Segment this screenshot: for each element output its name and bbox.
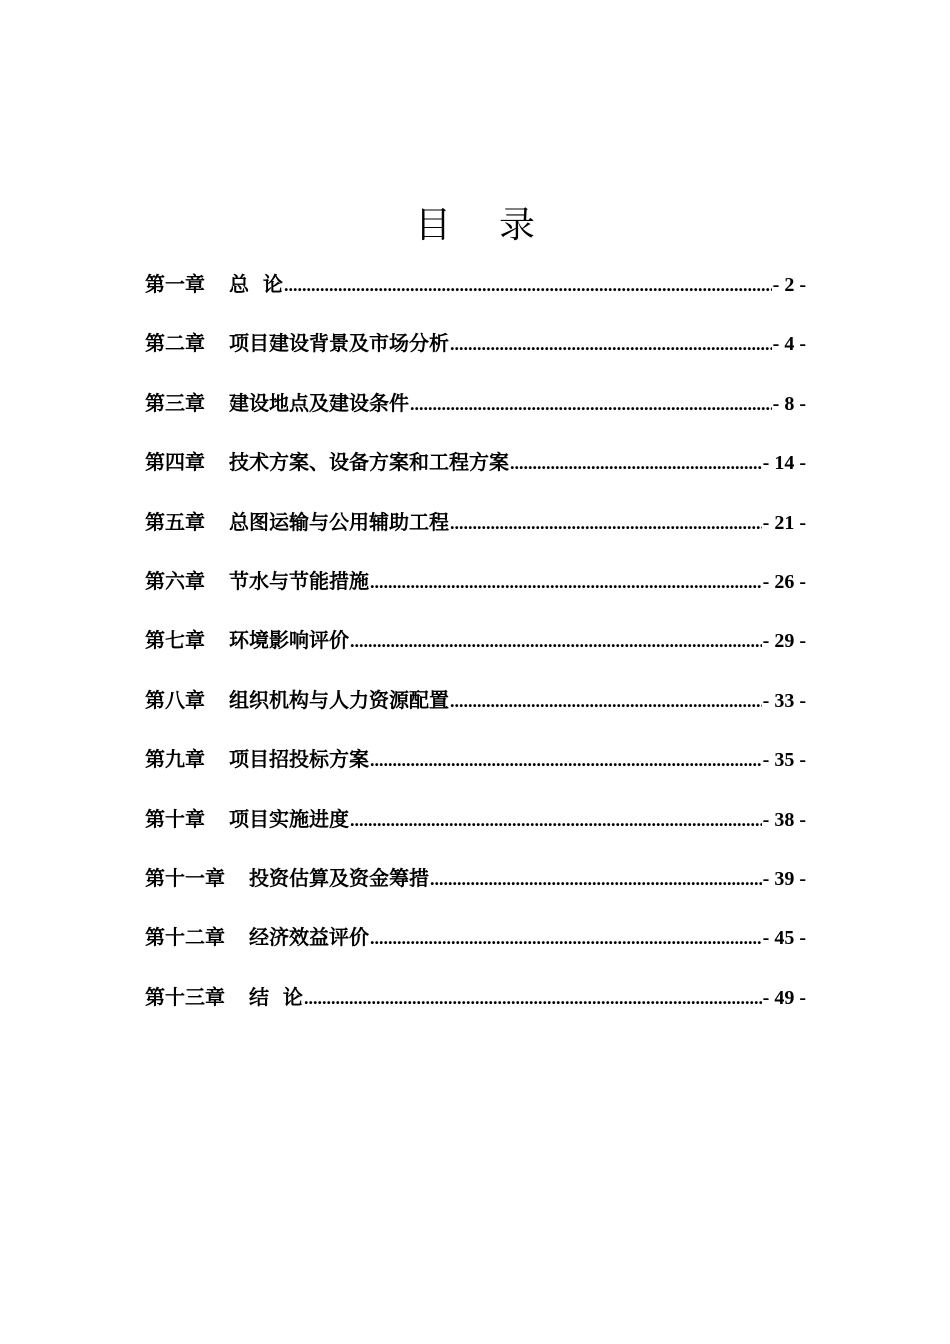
toc-chapter-number: 第四章: [145, 450, 205, 475]
toc-entry-4[interactable]: [145, 443, 806, 502]
toc-page-number: - 45 -: [762, 927, 806, 950]
toc-leader-dots: [284, 266, 772, 304]
toc-page-number: - 2 -: [772, 274, 806, 296]
toc-chapter-title: 建设地点及建设条件: [229, 390, 409, 415]
toc-chapter-title: 总 论: [229, 272, 283, 296]
toc-entry-8[interactable]: [145, 681, 806, 740]
toc-chapter-number: 第八章: [145, 687, 205, 712]
toc-chapter-number: 第十三章: [145, 984, 225, 1009]
toc-entry-9[interactable]: [145, 740, 806, 799]
toc-page-number: - 39 -: [762, 867, 806, 890]
toc-page-number: - 4 -: [772, 333, 806, 356]
toc-leader-dots: [370, 741, 762, 779]
toc-leader-dots: [350, 622, 762, 660]
toc-entry-11[interactable]: [145, 859, 806, 918]
toc-chapter-title: 项目实施进度: [229, 806, 349, 831]
toc-entry-7[interactable]: [145, 621, 806, 680]
toc-chapter-number: 第七章: [145, 628, 205, 653]
toc-page-number: - 35 -: [762, 749, 806, 772]
toc-entry-10[interactable]: [145, 800, 806, 859]
toc-leader-dots: [450, 504, 762, 542]
toc-heading-char-2: 录: [499, 205, 536, 247]
toc-page-number: - 26 -: [762, 570, 806, 593]
toc-page-number: - 21 -: [762, 511, 806, 534]
toc-chapter-number: 第一章: [145, 272, 205, 296]
toc-chapter-number: 第十二章: [145, 925, 225, 950]
toc-page-number: - 14 -: [762, 452, 806, 475]
toc-chapter-number: 第六章: [145, 568, 205, 593]
toc-leader-dots: [370, 563, 762, 601]
toc-entry-5[interactable]: [145, 503, 806, 562]
table-of-contents: [145, 265, 806, 1037]
toc-heading-char-1: 目: [414, 205, 451, 247]
toc-chapter-title: 项目建设背景及市场分析: [229, 331, 449, 356]
toc-leader-dots: [510, 444, 762, 482]
toc-chapter-number: 第三章: [145, 390, 205, 415]
toc-entry-13[interactable]: [145, 978, 806, 1037]
toc-chapter-title: 总图运输与公用辅助工程: [229, 509, 449, 534]
toc-chapter-title: 项目招投标方案: [229, 747, 369, 772]
toc-entry-3[interactable]: [145, 384, 806, 443]
toc-leader-dots: [350, 801, 762, 839]
toc-chapter-title: 节水与节能措施: [229, 568, 369, 593]
toc-page-number: - 49 -: [762, 986, 806, 1009]
toc-leader-dots: [450, 682, 762, 720]
toc-page-number: - 38 -: [762, 808, 806, 831]
toc-page-number: - 29 -: [762, 630, 806, 653]
toc-chapter-number: 第十章: [145, 806, 205, 831]
toc-leader-dots: [304, 979, 762, 1017]
toc-leader-dots: [450, 325, 772, 363]
toc-entry-1[interactable]: [145, 265, 806, 324]
toc-entry-2[interactable]: [145, 324, 806, 383]
toc-chapter-title: 经济效益评价: [249, 925, 369, 950]
toc-heading: [0, 202, 950, 250]
toc-leader-dots: [410, 385, 772, 423]
toc-entry-12[interactable]: [145, 918, 806, 977]
toc-chapter-title: 环境影响评价: [229, 628, 349, 653]
toc-page-number: - 8 -: [772, 392, 806, 415]
toc-chapter-number: 第五章: [145, 509, 205, 534]
toc-chapter-number: 第九章: [145, 747, 205, 772]
toc-chapter-number: 第二章: [145, 331, 205, 356]
toc-entry-6[interactable]: [145, 562, 806, 621]
toc-chapter-title: 结 论: [249, 984, 303, 1009]
toc-chapter-title: 组织机构与人力资源配置: [229, 687, 449, 712]
toc-chapter-title: 技术方案、设备方案和工程方案: [229, 450, 509, 475]
toc-page-number: - 33 -: [762, 689, 806, 712]
toc-leader-dots: [430, 860, 762, 898]
toc-chapter-number: 第十一章: [145, 865, 225, 890]
toc-chapter-title: 投资估算及资金筹措: [249, 865, 429, 890]
toc-leader-dots: [370, 919, 762, 957]
